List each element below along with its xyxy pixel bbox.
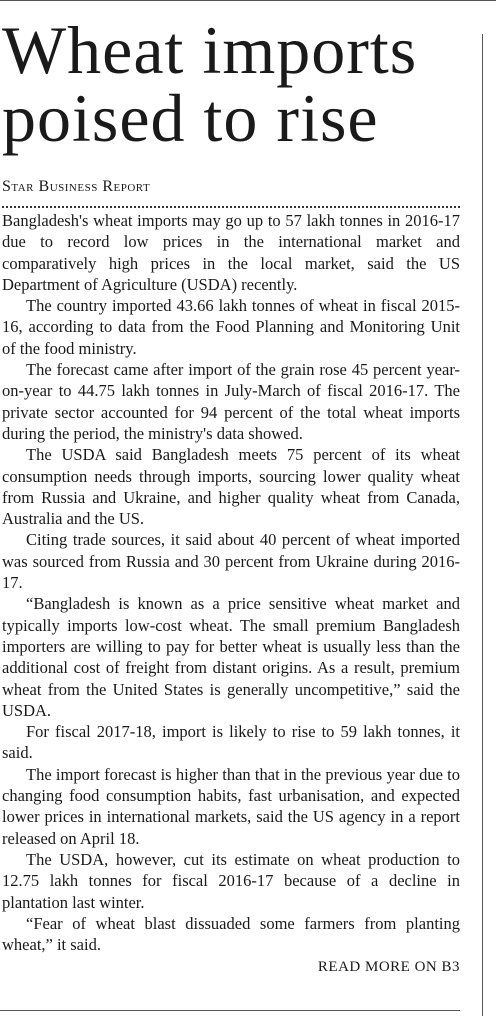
article-body <box>2 210 460 955</box>
article <box>2 12 460 976</box>
paragraph: For fiscal 2017-18, import is likely to rise to 59 lakh tonnes, it said. <box>2 722 460 763</box>
column-rule <box>482 34 483 1016</box>
top-rule <box>0 0 496 1</box>
bottom-rule <box>0 1010 460 1011</box>
paragraph: “Fear of wheat blast dissuaded some farmers from planting wheat,” it said. <box>2 913 460 955</box>
byline: Star Business Report <box>2 178 151 195</box>
headline: Wheat imports poised to rise <box>2 12 418 156</box>
read-more-link[interactable]: READ MORE ON B3 <box>317 959 460 976</box>
paragraph: Citing trade sources, it said about 40 percent of wheat imported was sourced from Russia and 30 percent from Ukraine during 2016-17. <box>2 530 460 593</box>
paragraph: The forecast came after import of the grain rose 45 percent year-on-year to 44.75 lakh tonnes in July-March of fiscal 2016-17. The private sector accounted for 94 percent of the total wheat imports during the period, the ministry's data showed. <box>2 360 460 443</box>
paragraph: Bangladesh's wheat imports may go up to 57 lakh tonnes in 2016-17 due to record low prices in the international market and comparatively high prices in the local market, said the US Department of Agriculture (USDA) recently. <box>2 211 460 294</box>
paragraph: “Bangladesh is known as a price sensitive wheat market and typically imports low-cost wheat. The small premium Bangladesh importers are willing to pay for better wheat is usually less than the additional cost of freight from distant origins. As a result, premium wheat from the United States is generally uncompetitive,” said the USDA. <box>2 594 460 720</box>
paragraph: The USDA, however, cut its estimate on wheat production to 12.75 lakh tonnes for fiscal 2016-17 because of a decline in plantation last winter. <box>2 849 460 912</box>
paragraph: The import forecast is higher than that in the previous year due to changing food consumption habits, fast urbanisation, and expected lower prices in international markets, said the US agency in a report released on April 18. <box>2 764 460 848</box>
dotted-divider <box>2 206 460 208</box>
paragraph: The USDA said Bangladesh meets 75 percent of its wheat consumption needs through imports, sourcing lower quality wheat from Russia and Ukraine, and higher quality wheat from Canada, Australia and the US. <box>2 445 460 529</box>
paragraph: The country imported 43.66 lakh tonnes of wheat in fiscal 2015-16, according to data from the Food Planning and Monitoring Unit of the food ministry. <box>2 296 460 358</box>
